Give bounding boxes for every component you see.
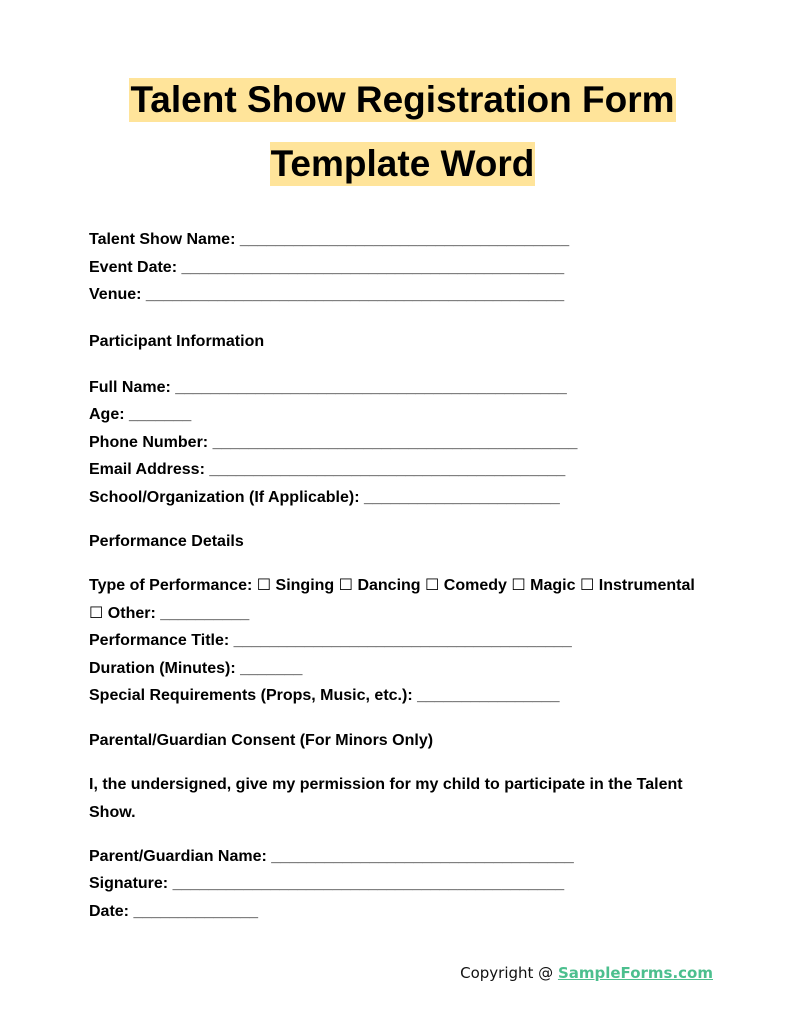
talent-show-name-field[interactable] bbox=[89, 226, 709, 254]
option-instrumental-checkbox[interactable]: ☐ Instrumental bbox=[579, 577, 695, 594]
copyright-footer bbox=[460, 964, 713, 982]
phone-number-field[interactable] bbox=[89, 429, 709, 457]
participant-heading: Participant Information bbox=[89, 332, 265, 350]
full-name-field[interactable] bbox=[89, 374, 709, 402]
field-blank[interactable]: _______ bbox=[129, 406, 192, 423]
field-blank[interactable]: ______________________ bbox=[363, 488, 560, 506]
field-label: Venue: bbox=[89, 286, 142, 303]
field-label: Full Name: bbox=[89, 378, 171, 396]
consent-statement: I, the undersigned, give my permission for my child to participate in the Talent Show. bbox=[89, 775, 683, 821]
field-blank[interactable]: _______ bbox=[240, 659, 303, 677]
event-date-field[interactable] bbox=[89, 254, 709, 282]
field-label: Signature: bbox=[89, 875, 169, 892]
form-body bbox=[89, 226, 709, 925]
field-label: Age: bbox=[89, 406, 125, 423]
field-label: Talent Show Name: bbox=[89, 231, 236, 248]
field-blank[interactable]: ________________________________________ bbox=[209, 461, 566, 478]
special-requirements-field[interactable] bbox=[89, 682, 709, 710]
field-blank[interactable]: ____________________________________________ bbox=[172, 875, 565, 892]
venue-field[interactable] bbox=[89, 281, 709, 309]
guardian-name-field[interactable] bbox=[89, 843, 709, 871]
field-blank[interactable]: _______________________________________________ bbox=[145, 286, 565, 303]
option-magic-checkbox[interactable]: ☐ Magic bbox=[511, 577, 576, 594]
option-dancing-checkbox[interactable]: ☐ Dancing bbox=[338, 577, 421, 594]
signature-field[interactable] bbox=[89, 870, 709, 898]
performance-type-field bbox=[89, 572, 709, 600]
field-blank[interactable]: __________________________________ bbox=[271, 847, 574, 865]
performance-heading: Performance Details bbox=[89, 533, 244, 550]
field-blank[interactable]: ___________________________________________ bbox=[181, 258, 565, 276]
field-blank[interactable]: _________________________________________ bbox=[212, 433, 578, 451]
title-line-2: Template Word bbox=[270, 143, 535, 184]
field-label: Parent/Guardian Name: bbox=[89, 847, 267, 865]
field-blank[interactable]: ____________________________________________ bbox=[175, 378, 567, 396]
field-label: Date: bbox=[89, 902, 130, 920]
email-address-field[interactable] bbox=[89, 456, 709, 484]
field-label: Email Address: bbox=[89, 461, 205, 478]
consent-heading: Parental/Guardian Consent (For Minors Only) bbox=[89, 731, 434, 749]
field-label: Event Date: bbox=[89, 258, 178, 276]
field-label: Special Requirements (Props, Music, etc.): bbox=[89, 687, 413, 704]
page-title bbox=[0, 78, 805, 186]
field-blank[interactable]: ______________________________________ bbox=[233, 632, 572, 649]
performance-other-field[interactable] bbox=[89, 600, 709, 628]
duration-field[interactable] bbox=[89, 655, 709, 683]
performance-title-field[interactable] bbox=[89, 627, 709, 655]
option-comedy-checkbox[interactable]: ☐ Comedy bbox=[425, 577, 507, 594]
option-singing-checkbox[interactable]: ☐ Singing bbox=[256, 577, 335, 594]
school-organization-field[interactable] bbox=[89, 484, 709, 512]
field-label: School/Organization (If Applicable): bbox=[89, 488, 360, 506]
date-field[interactable] bbox=[89, 898, 709, 926]
field-label: Duration (Minutes): bbox=[89, 659, 236, 677]
field-blank[interactable]: ________________ bbox=[417, 687, 560, 704]
field-label: Phone Number: bbox=[89, 433, 209, 451]
sampleforms-link[interactable]: SampleForms.com bbox=[557, 964, 713, 982]
field-label: Type of Performance: bbox=[89, 577, 253, 594]
title-line-1: Talent Show Registration Form bbox=[130, 79, 675, 120]
copyright-text: Copyright @ bbox=[460, 964, 558, 982]
field-blank[interactable]: ______________ bbox=[133, 902, 259, 920]
field-blank[interactable]: __________ bbox=[160, 604, 250, 622]
option-other-checkbox[interactable]: ☐ Other: bbox=[89, 604, 156, 622]
age-field[interactable] bbox=[89, 401, 709, 429]
field-blank[interactable]: _____________________________________ bbox=[239, 231, 570, 248]
field-label: Performance Title: bbox=[89, 632, 230, 649]
